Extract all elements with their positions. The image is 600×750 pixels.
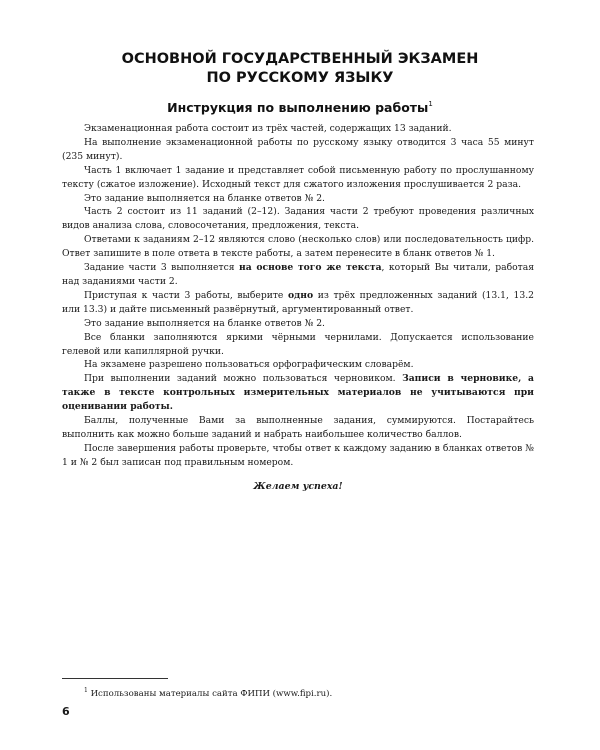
paragraph (62, 372, 534, 414)
paragraph: Экзаменационная работа состоит из трёх частей, содержащих 13 заданий. (84, 123, 452, 134)
paragraph (62, 261, 534, 289)
paragraph: После завершения работы проверьте, чтобы ответ к каждому заданию в бланках ответов № 1 и № 2 был записан под правильным номером. (62, 442, 534, 468)
footnote-reference: 1 (428, 100, 433, 108)
paragraph: На выполнение экзаменационной работы по русскому языку отводится 3 часа 55 минут (235 минут). (62, 136, 534, 162)
paragraph: Все бланки заполняются яркими чёрными чернилами. Допускается использование гелевой или капиллярной ручки. (62, 331, 534, 357)
footnote-marker: 1 (84, 687, 88, 694)
title-line-2: ПО РУССКОМУ ЯЗЫКУ (206, 70, 394, 86)
emphasis-text: одно (287, 289, 314, 301)
footnote-text: Использованы материалы сайта ФИПИ (www.fipi.ru). (90, 689, 333, 699)
page-title (0, 50, 600, 88)
paragraph: Часть 2 состоит из 11 заданий (2–12). Задания части 2 требуют проведения различных видов анализа слова, словосочетания, предложения, текста. (62, 206, 534, 232)
paragraph: Баллы, полученные Вами за выполненные задания, суммируются. Постарайтесь выполнить как можно больше заданий и набрать наибольшее количество баллов. (62, 415, 534, 440)
paragraph: Ответами к заданиям 2–12 являются слово (несколько слов) или последовательность цифр. Ответ запишите в поле ответа в тексте работы, а затем перенесите в бланк ответов № 1. (62, 234, 534, 260)
paragraph: Это задание выполняется на бланке ответов № 2. (84, 317, 325, 329)
text-fragment: При выполнении заданий можно пользоваться черновиком. (84, 373, 403, 385)
footnote (62, 685, 534, 700)
emphasis-text: Записи в черновике, а также в тексте контрольных измерительных материалов не учитываются при оценивании работы. (62, 373, 535, 413)
text-fragment: , который Вы читали, работая над заданиями части 2. (62, 262, 535, 287)
text-fragment: из трёх предложенных заданий (13.1, 13.2 или 13.3) и дайте письменный развёрнутый, аргументированный ответ. (62, 289, 535, 315)
emphasis-text: на основе того же текста (238, 262, 382, 274)
instructions-heading-text: Инструкция по выполнению работы (167, 100, 429, 115)
paragraph: На экзамене разрешено пользоваться орфографическим словарём. (84, 359, 414, 371)
text-fragment: Задание части 3 выполняется (84, 262, 239, 274)
text-fragment: Приступая к части 3 работы, выберите (84, 289, 288, 301)
paragraph: Часть 1 включает 1 задание и представляет собой письменную работу по прослушанному тексту (сжатое изложение). Исходный текст для сжатого изложения прослушивается 2 раза. (62, 164, 534, 190)
instructions-heading (0, 96, 600, 116)
instructions-body (62, 122, 534, 494)
closing-wish: Желаем успеха! (253, 480, 343, 492)
page-number: 6 (62, 705, 70, 718)
paragraph (62, 289, 534, 317)
title-line-1: ОСНОВНОЙ ГОСУДАРСТВЕННЫЙ ЭКЗАМЕН (121, 51, 479, 67)
footnote-divider (62, 678, 168, 679)
paragraph: Это задание выполняется на бланке ответов № 2. (84, 192, 325, 204)
